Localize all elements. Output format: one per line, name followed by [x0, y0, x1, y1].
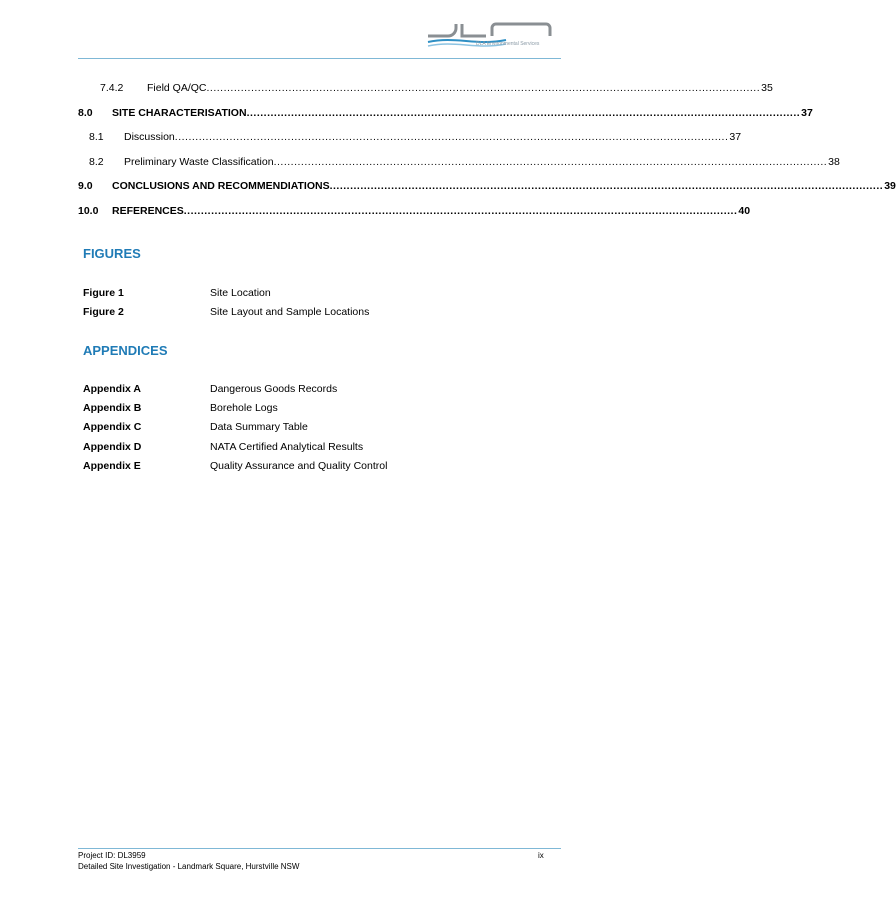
toc-entry: [78, 106, 813, 120]
toc-number: 9.0: [78, 180, 93, 192]
header-rule: [78, 58, 561, 59]
toc-leader: ..................................................................................................................................................................: [206, 82, 761, 94]
appendix-title: Data Summary Table: [210, 421, 308, 433]
appendix-label: Appendix C: [83, 421, 142, 433]
toc-number: 7.4.2: [100, 82, 124, 94]
footer-project-id: Project ID: DL3959: [78, 851, 146, 860]
toc-page: 40: [738, 205, 751, 217]
appendix-title: Dangerous Goods Records: [210, 383, 338, 395]
toc-title: REFERENCES: [112, 205, 184, 217]
toc-entry: [89, 130, 742, 144]
toc-entry: [78, 179, 896, 193]
figure-title: Site Layout and Sample Locations: [210, 306, 370, 318]
figures-heading: FIGURES: [83, 246, 141, 261]
toc-title: Preliminary Waste Classification: [124, 156, 274, 168]
toc-page: 38: [828, 156, 840, 168]
toc-leader: ..................................................................................................................................................................: [273, 156, 828, 168]
toc-page: 37: [729, 131, 742, 143]
appendix-label: Appendix D: [83, 441, 142, 453]
toc-entry: [89, 155, 840, 169]
figure-label: Figure 2: [83, 306, 124, 318]
dla-logo: [426, 22, 558, 56]
toc-page: 37: [801, 107, 813, 119]
toc-leader: ..................................................................................................................................................................: [246, 107, 801, 119]
toc-page: 35: [761, 82, 773, 94]
toc-number: 8.0: [78, 107, 93, 119]
appendix-title: Borehole Logs: [210, 402, 278, 414]
footer-description: Detailed Site Investigation - Landmark Square, Hurstville NSW: [78, 862, 300, 871]
appendices-heading: APPENDICES: [83, 343, 168, 358]
footer-page-number: ix: [538, 851, 544, 860]
toc-number: 8.1: [89, 131, 104, 143]
toc-page: 39: [884, 180, 896, 192]
appendix-label: Appendix B: [83, 402, 142, 414]
toc-leader: ..................................................................................................................................................................: [329, 180, 884, 192]
toc-title: Field QA/QC: [147, 82, 207, 94]
appendix-label: Appendix E: [83, 460, 141, 472]
toc-number: 8.2: [89, 156, 104, 168]
figure-label: Figure 1: [83, 287, 124, 299]
toc-title: SITE CHARACTERISATION: [112, 107, 247, 119]
toc-leader: ..................................................................................................................................................................: [183, 205, 738, 217]
appendix-label: Appendix A: [83, 383, 141, 395]
footer-rule: [78, 848, 561, 849]
toc-entry: [78, 204, 751, 218]
toc-entry: [100, 81, 773, 95]
toc-number: 10.0: [78, 205, 99, 217]
logo-text: DLA Environmental Services: [476, 41, 540, 47]
toc-title: CONCLUSIONS AND RECOMMENDIATIONS: [112, 180, 330, 192]
appendix-title: Quality Assurance and Quality Control: [210, 460, 388, 472]
appendix-title: NATA Certified Analytical Results: [210, 441, 364, 453]
toc-leader: ..................................................................................................................................................................: [174, 131, 729, 143]
toc-title: Discussion: [124, 131, 175, 143]
figure-title: Site Location: [210, 287, 271, 299]
